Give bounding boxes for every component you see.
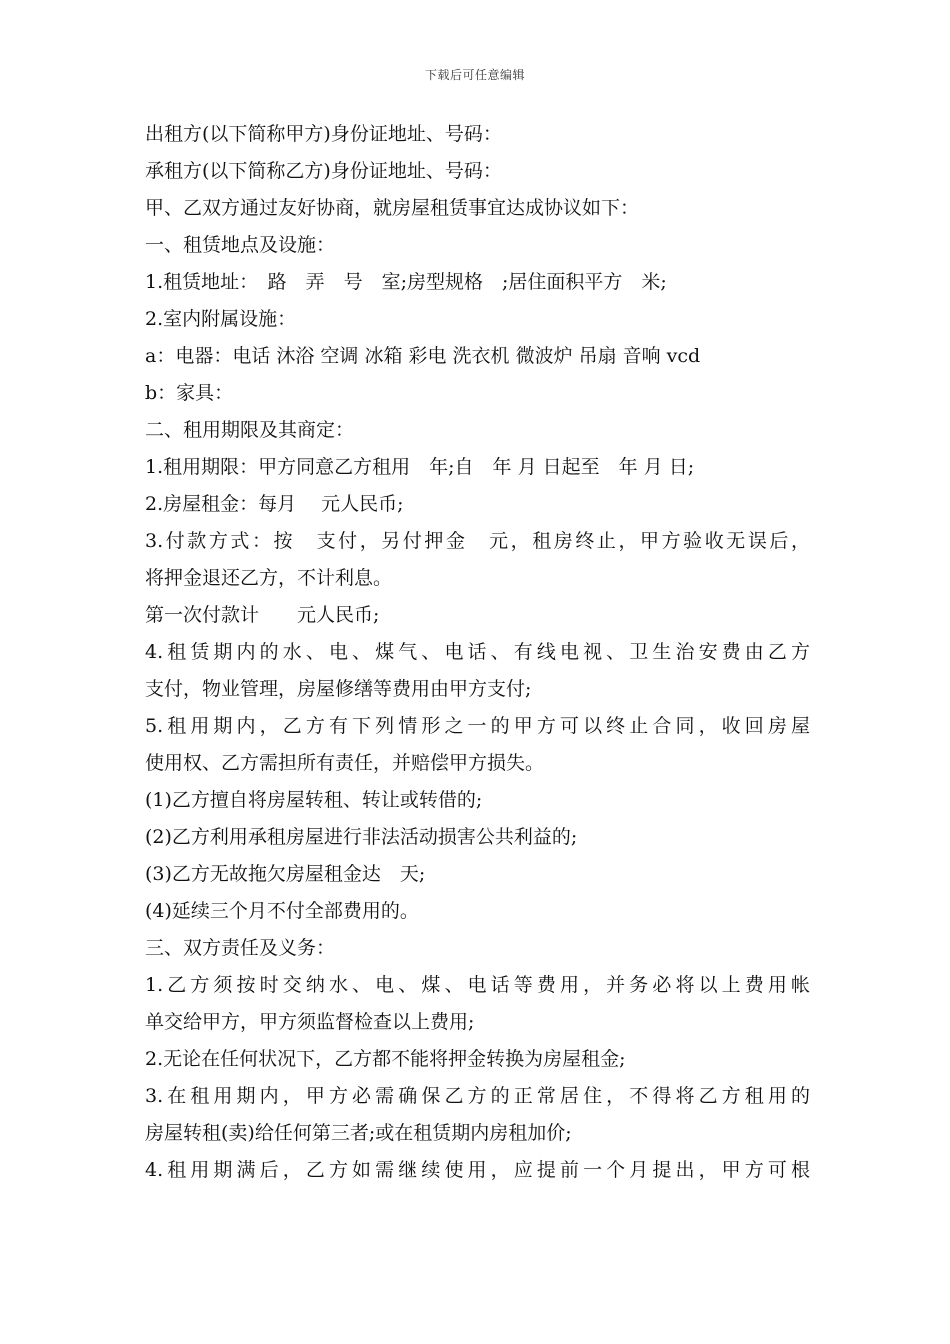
text-line: a：电器：电话 沐浴 空调 冰箱 彩电 洗衣机 微波炉 吊扇 音响 vcd: [145, 345, 701, 367]
text-line: 单交给甲方，甲方须监督检查以上费用;: [145, 1011, 475, 1033]
text-line: 将押金退还乙方，不计利息。: [145, 567, 393, 589]
text-line: 5.租用期内，乙方有下列情形之一的甲方可以终止合同，收回房屋: [145, 715, 810, 737]
section-heading: 三、双方责任及义务：: [145, 937, 336, 959]
text-line: (2)乙方利用承租房屋进行非法活动损害公共利益的;: [145, 826, 578, 848]
text-line: 承租方(以下简称乙方)身份证地址、号码：: [145, 160, 502, 182]
section-heading: 一、租赁地点及设施：: [145, 234, 336, 256]
document-body: [145, 116, 810, 1189]
text-line: (3)乙方无故拖欠房屋租金达 天;: [145, 863, 426, 885]
text-line: 出租方(以下简称甲方)身份证地址、号码：: [145, 123, 502, 145]
text-line: 3.在租用期内，甲方必需确保乙方的正常居住，不得将乙方租用的: [145, 1085, 810, 1107]
text-line: 房屋转租(卖)给任何第三者;或在租赁期内房租加价;: [145, 1122, 572, 1144]
text-line: (4)延续三个月不付全部费用的。: [145, 900, 419, 922]
text-line: 1.租赁地址： 路 弄 号 室;房型规格 ;居住面积平方 米;: [145, 271, 667, 293]
text-line: 2.无论在任何状况下，乙方都不能将押金转换为房屋租金;: [145, 1048, 626, 1070]
text-line: 支付，物业管理，房屋修缮等费用由甲方支付;: [145, 678, 532, 700]
page-header: 下载后可任意编辑: [424, 68, 525, 82]
text-line: 4.租用期满后，乙方如需继续使用，应提前一个月提出，甲方可根: [145, 1159, 810, 1181]
text-line: 1.乙方须按时交纳水、电、煤、电话等费用，并务必将以上费用帐: [145, 974, 810, 996]
text-line: 3.付款方式：按 支付，另付押金 元，租房终止，甲方验收无误后，: [145, 530, 810, 552]
section-heading: 二、租用期限及其商定：: [145, 419, 355, 441]
text-line: 第一次付款计 元人民币;: [145, 604, 380, 626]
text-line: 甲、乙双方通过友好协商，就房屋租赁事宜达成协议如下：: [145, 197, 640, 219]
text-line: b：家具：: [145, 382, 234, 404]
text-line: (1)乙方擅自将房屋转租、转让或转借的;: [145, 789, 483, 811]
text-line: 4.租赁期内的水、电、煤气、电话、有线电视、卫生治安费由乙方: [145, 641, 810, 663]
text-line: 1.租用期限：甲方同意乙方租用 年;自 年 月 日起至 年 月 日;: [145, 456, 695, 478]
text-line: 2.室内附属设施：: [145, 308, 297, 330]
text-line: 使用权、乙方需担所有责任，并赔偿甲方损失。: [145, 752, 545, 774]
text-line: 2.房屋租金：每月 元人民币;: [145, 493, 404, 515]
